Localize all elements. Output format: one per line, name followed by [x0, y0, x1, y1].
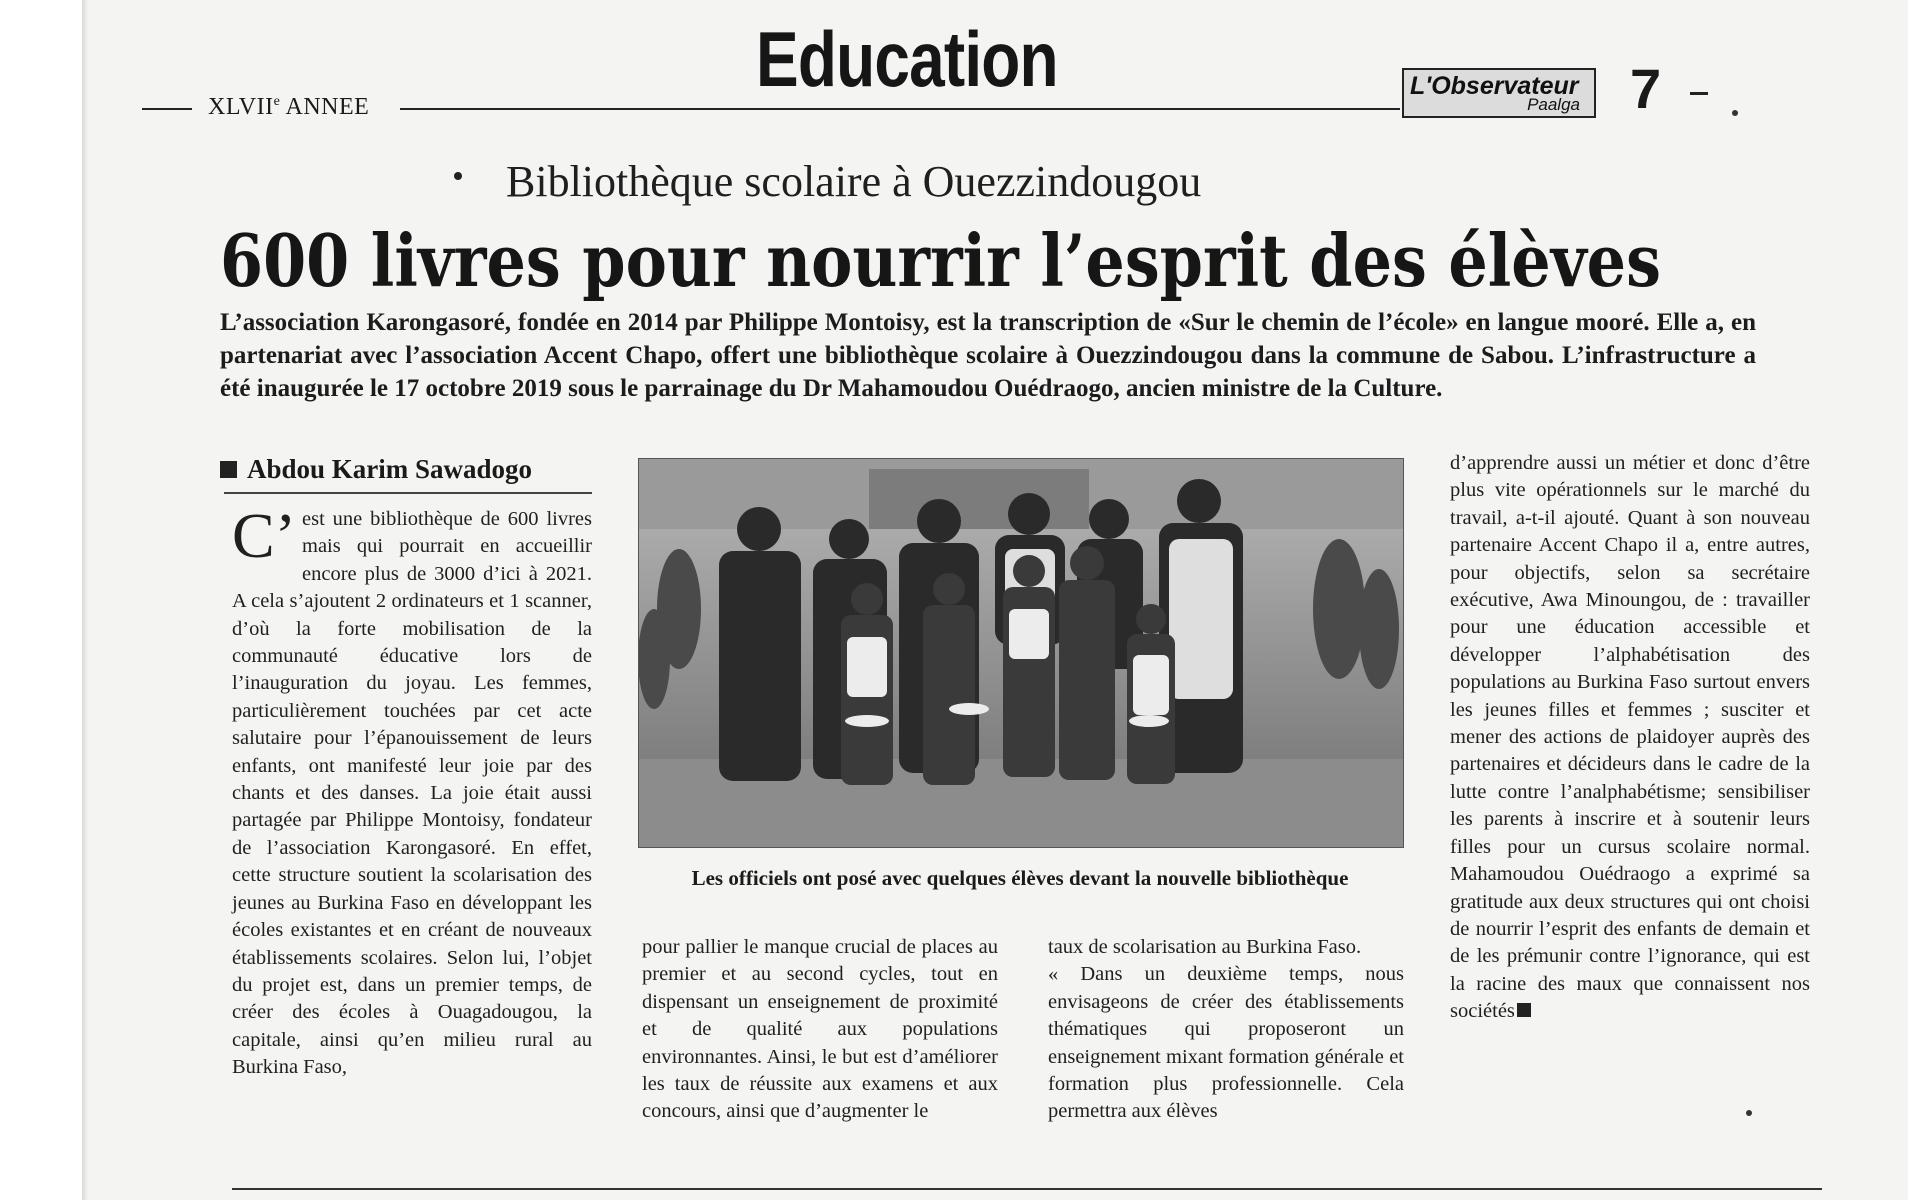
masthead-rule-left	[142, 108, 192, 110]
column-3-text-a: taux de scolarisation au Burkina Faso.	[1048, 936, 1362, 958]
byline-rule	[224, 492, 592, 494]
column-2-text: pour pallier le manque crucial de places au premier et au second cycles, tout en dispensant un enseignement de proximité et de qualité aux populations environnantes. Ainsi, le but est d’améliorer les taux de réussite aux examens et aux concours, ainsi que d’augmenter le	[642, 936, 998, 1123]
article-column-4	[1450, 450, 1810, 1026]
newspaper-page	[82, 0, 1908, 1200]
speck-decoration	[1732, 110, 1738, 116]
column-1-text: C’est une bibliothèque de 600 livres mais qui pourrait en accueillir encore plus de 3000 d’ici à 2021. A cela s’ajoutent 2 ordinateurs et 1 scanner, d’où la forte mobilisation de la communauté éducative lors de l’inauguration du joyau. Les femmes, particulièrement touchées par cet acte salutaire pour l’épanouissement de leurs enfants, ont manifesté leur joie par des chants et des danses. La joie était aussi partagée par Philippe Montoisy, fondateur de l’association Karongasoré. En effet, cette structure soutient la scolarisation des jeunes au Burkina Faso en développant les écoles existantes et en créant de nouveaux établissements scolaires. Selon lui, l’objet du projet est, dans un premier temps, de créer des écoles à Ouagadougou, la capitale, ainsi qu’en milieu rural au Burkina Faso,	[232, 500, 592, 1079]
group-photo-illustration	[639, 459, 1403, 847]
masthead-rule-center	[400, 108, 1400, 110]
page-number-dash	[1690, 92, 1708, 95]
end-square-icon	[1517, 1003, 1531, 1017]
newspaper-logo	[1402, 68, 1596, 118]
speck-decoration	[1746, 1110, 1752, 1116]
byline-author: Abdou Karim Sawadogo	[247, 454, 533, 484]
article-column-1	[232, 500, 592, 1082]
article-column-2	[642, 934, 998, 1126]
article-headline: 600 livres pour nourrir l’esprit des élèves	[220, 218, 1661, 303]
masthead	[82, 0, 1908, 140]
column-3-text-b: « Dans un deuxième temps, nous envisageons de créer des établissements thématiques qui proposeront un enseignement mixant formation générale et formation plus professionnelle. Cela permettra aux élèves	[1048, 963, 1404, 1123]
edition-label: XLVIIe ANNEE	[208, 94, 370, 120]
byline-square-icon	[220, 461, 237, 478]
article-photo	[638, 458, 1404, 848]
logo-sub-text: Paalga	[1527, 95, 1580, 114]
article-column-3	[1048, 934, 1404, 1126]
article-chapeau: L’association Karongasoré, fondée en 2014 par Philippe Montoisy, est la transcription de «Sur le chemin de l’école» en langue mooré. Elle a, en partenariat avec l’association Accent Chapo, offert une bibliothèque scolaire à Ouezzindougou dans la commune de Sabou. L’infrastructure a été inaugurée le 17 octobre 2019 sous le parrainage du Dr Mahamoudou Ouédraogo, ancien ministre de la Culture.	[220, 309, 1756, 402]
photo-caption: Les officiels ont posé avec quelques élèves devant la nouvelle bibliothèque	[691, 866, 1349, 890]
page-number: 7	[1630, 57, 1662, 120]
kicker-bullet-icon	[454, 172, 462, 180]
column-4-text: d’apprendre aussi un métier et donc d’être plus vite opérationnels sur le marché du travail, a-t-il ajouté. Quant à son nouveau partenaire Accent Chapo il a, entre autres, pour objectifs, selon sa secrétaire exécutive, Awa Minoungou, de : travailler pour une éducation accessible et développer l’alphabétisation des populations au Burkina Faso surtout envers les jeunes filles et femmes ; susciter et mener des actions de plaidoyer auprès des partenaires et décideurs dans le cadre de la lutte contre l’analphabétisme; sensibiliser les parents à inscrire et à soutenir leurs filles pour un cursus scolaire normal. Mahamoudou Ouédraogo a exprimé sa gratitude aux deux structures qui ont choisi de nourrir l’esprit des enfants de demain et de les prémunir contre l’ignorance, qui est la racine des maux que connaissent nos sociétés	[1450, 452, 1810, 1023]
page-bottom-rule	[232, 1188, 1822, 1190]
article-byline	[220, 454, 532, 485]
logo-main-text: L'Observateur	[1410, 72, 1579, 100]
section-title: Education	[756, 15, 1058, 103]
article-kicker: Bibliothèque scolaire à Ouezzindougou	[506, 157, 1202, 206]
